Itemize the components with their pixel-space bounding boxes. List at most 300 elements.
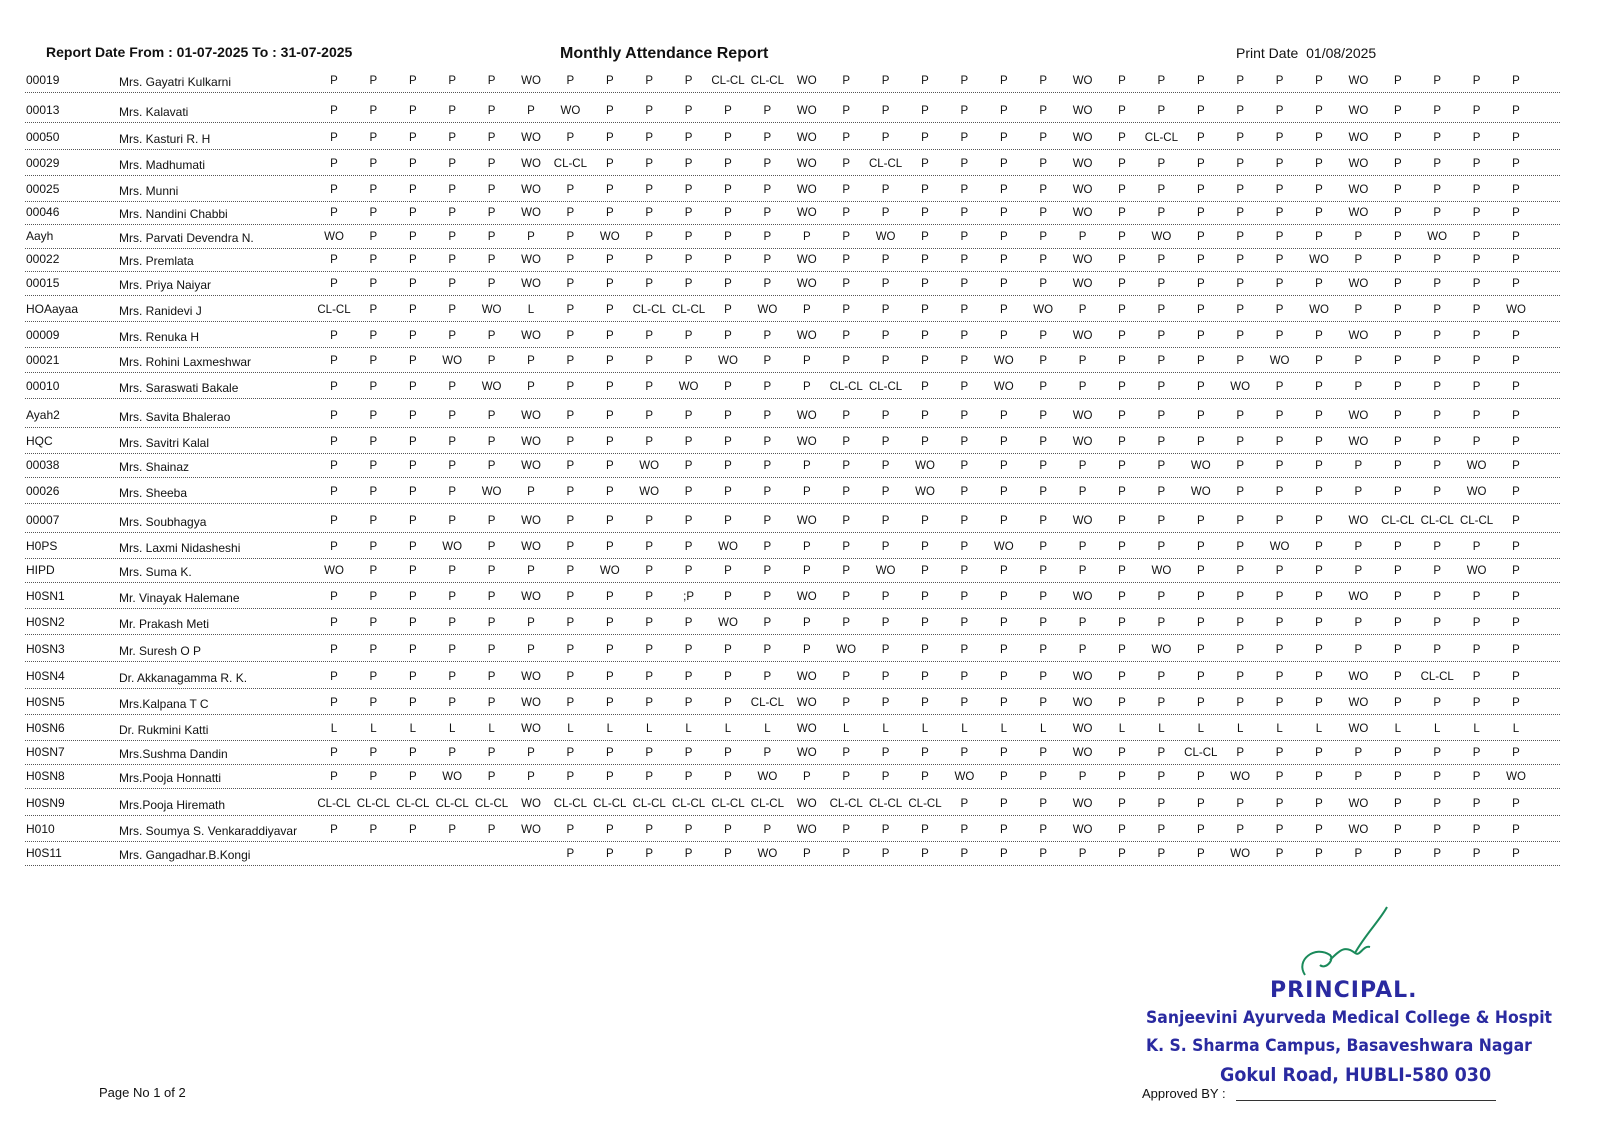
approved-by-label: Approved BY : xyxy=(1142,1086,1226,1101)
day-status: P xyxy=(487,824,496,836)
row-divider xyxy=(25,201,1560,202)
day-status: P xyxy=(1236,355,1245,367)
employee-name: Mrs. Soumya S. Venkaraddiyavar xyxy=(119,824,298,838)
day-status: P xyxy=(724,824,732,836)
day-status: WO xyxy=(521,697,541,709)
day-status: P xyxy=(645,591,654,603)
day-status: P xyxy=(448,591,457,603)
day-status: P xyxy=(1393,617,1402,629)
day-status: P xyxy=(408,355,417,367)
day-status: P xyxy=(1118,278,1126,290)
day-status: P xyxy=(1157,330,1166,342)
day-status: P xyxy=(408,515,417,527)
day-status: P xyxy=(960,410,969,422)
day-status: P xyxy=(605,771,614,783)
day-status: P xyxy=(527,771,535,783)
day-status: P xyxy=(1039,771,1048,783)
day-status: P xyxy=(1039,330,1048,342)
day-status: P xyxy=(1512,75,1520,87)
employee-name: Dr. Akkanagamma R. K. xyxy=(119,671,248,685)
day-status: P xyxy=(1196,254,1205,266)
day-status: P xyxy=(1118,591,1126,603)
day-status: P xyxy=(1433,436,1442,448)
day-status: P xyxy=(527,381,535,393)
day-status: P xyxy=(921,410,929,422)
employee-name: Mrs. Nandini Chabbi xyxy=(119,207,228,221)
day-status: P xyxy=(605,184,614,196)
day-status: WO xyxy=(521,824,541,836)
day-status: P xyxy=(408,436,417,448)
day-status: P xyxy=(1039,75,1048,87)
day-status: P xyxy=(448,231,457,243)
day-status: P xyxy=(1157,75,1166,87)
day-status: P xyxy=(369,410,378,422)
day-status: P xyxy=(1236,410,1245,422)
day-status: P xyxy=(684,486,693,498)
day-status: P xyxy=(566,515,575,527)
day-status: WO xyxy=(796,723,817,735)
day-status: P xyxy=(1157,798,1166,810)
day-status: P xyxy=(1039,460,1048,472)
day-status: WO xyxy=(521,436,541,448)
day-status: P xyxy=(763,591,772,603)
day-status: P xyxy=(1196,381,1205,393)
day-status: P xyxy=(1236,254,1245,266)
day-status: P xyxy=(842,207,851,219)
day-status: WO xyxy=(796,824,817,836)
day-status: P xyxy=(605,486,614,498)
day-status: P xyxy=(881,207,890,219)
employee-code: 00015 xyxy=(26,276,60,290)
day-status: P xyxy=(724,184,732,196)
day-status: P xyxy=(566,565,575,577)
day-status: P xyxy=(763,355,772,367)
employee-name: Mrs.Pooja Hiremath xyxy=(119,798,226,812)
day-status: P xyxy=(487,158,496,170)
employee-name: Mrs.Sushma Dandin xyxy=(119,747,228,761)
day-status: P xyxy=(1118,304,1126,316)
employee-name: Mrs. Kalavati xyxy=(119,105,189,119)
day-status: P xyxy=(1315,515,1323,527)
day-status: WO xyxy=(521,460,541,472)
day-status: WO xyxy=(796,410,817,422)
day-status: WO xyxy=(521,184,541,196)
day-status: P xyxy=(1512,158,1520,170)
employee-name: Mrs.Kalpana T C xyxy=(119,697,209,711)
day-status: CL-CL xyxy=(1459,515,1494,527)
day-status: P xyxy=(1157,671,1166,683)
employee-name: Mrs. Savita Bhalerao xyxy=(119,410,231,424)
row-divider xyxy=(25,634,1560,635)
day-status: P xyxy=(369,644,378,656)
day-status: P xyxy=(645,436,654,448)
day-status: P xyxy=(1472,671,1481,683)
day-status: WO xyxy=(1072,697,1093,709)
day-status: P xyxy=(1472,207,1481,219)
day-status: CL-CL xyxy=(356,798,390,810)
day-status: P xyxy=(1275,105,1284,117)
day-status: WO xyxy=(1033,304,1054,316)
day-status: WO xyxy=(718,355,738,367)
day-status: P xyxy=(842,541,851,553)
day-status: P xyxy=(999,158,1008,170)
row-divider xyxy=(25,271,1560,272)
day-status: P xyxy=(369,184,378,196)
day-status: P xyxy=(605,304,614,316)
day-status: P xyxy=(684,848,693,860)
day-status: L xyxy=(1197,723,1204,735)
day-status: P xyxy=(1039,848,1048,860)
day-status: P xyxy=(763,644,772,656)
day-status: P xyxy=(763,617,772,629)
day-status: P xyxy=(1512,644,1520,656)
day-status: P xyxy=(1433,697,1442,709)
day-status: P xyxy=(330,355,338,367)
day-status: P xyxy=(1275,644,1284,656)
day-status: P xyxy=(881,460,890,472)
day-status: P xyxy=(724,158,732,170)
day-status: P xyxy=(1433,644,1442,656)
day-status: P xyxy=(408,184,417,196)
day-status: P xyxy=(921,105,929,117)
row-divider xyxy=(25,841,1560,842)
day-status: P xyxy=(999,278,1008,290)
day-status: P xyxy=(999,410,1008,422)
day-status: L xyxy=(488,723,495,735)
day-status: WO xyxy=(796,747,817,759)
day-status: P xyxy=(605,671,614,683)
day-status: P xyxy=(1472,798,1481,810)
day-status: WO xyxy=(442,355,463,367)
day-status: P xyxy=(448,486,457,498)
day-status: P xyxy=(921,824,929,836)
day-status: L xyxy=(724,723,732,735)
day-status: P xyxy=(802,460,811,472)
day-status: P xyxy=(1196,105,1205,117)
day-status: P xyxy=(408,771,417,783)
day-status: P xyxy=(724,105,732,117)
day-status: WO xyxy=(1427,231,1448,243)
day-status: P xyxy=(566,436,575,448)
day-status: P xyxy=(1472,848,1481,860)
day-status: CL-CL xyxy=(868,158,903,170)
day-status: P xyxy=(1433,771,1442,783)
day-status: P xyxy=(1315,355,1323,367)
day-status: P xyxy=(1393,278,1402,290)
day-status: P xyxy=(763,747,772,759)
day-status: L xyxy=(370,723,377,735)
day-status: P xyxy=(1433,617,1442,629)
day-status: P xyxy=(1472,278,1481,290)
employee-name: Mrs. Soubhagya xyxy=(119,515,207,529)
day-status: P xyxy=(1315,278,1323,290)
day-status: P xyxy=(999,207,1008,219)
day-status: P xyxy=(1078,460,1087,472)
day-status: P xyxy=(921,381,929,393)
day-status: P xyxy=(684,278,693,290)
day-status: P xyxy=(1472,132,1481,144)
day-status: WO xyxy=(915,460,935,472)
day-status: P xyxy=(408,304,417,316)
day-status: P xyxy=(645,671,654,683)
day-status: WO xyxy=(1348,798,1369,810)
day-status: WO xyxy=(521,723,541,735)
day-status: P xyxy=(369,330,378,342)
day-status: P xyxy=(1275,184,1284,196)
day-status: P xyxy=(1472,158,1481,170)
day-status: P xyxy=(1196,644,1205,656)
day-status: WO xyxy=(1072,436,1093,448)
day-status: P xyxy=(645,105,654,117)
day-status: P xyxy=(802,231,811,243)
employee-name: Mrs. Shainaz xyxy=(119,460,190,474)
day-status: P xyxy=(999,565,1008,577)
day-status: CL-CL xyxy=(1184,747,1218,759)
day-status: P xyxy=(1512,460,1520,472)
day-status: P xyxy=(960,541,969,553)
day-status: P xyxy=(408,132,417,144)
day-status: P xyxy=(1472,541,1481,553)
day-status: P xyxy=(1275,381,1284,393)
day-status: P xyxy=(1512,591,1520,603)
day-status: P xyxy=(1433,565,1442,577)
day-status: P xyxy=(1078,617,1087,629)
day-status: P xyxy=(1472,436,1481,448)
day-status: P xyxy=(330,410,338,422)
day-status: P xyxy=(1196,515,1205,527)
day-status: P xyxy=(1433,132,1442,144)
day-status: P xyxy=(1275,515,1284,527)
day-status: P xyxy=(1354,747,1363,759)
row-divider xyxy=(25,149,1560,150)
day-status: WO xyxy=(915,486,935,498)
day-status: CL-CL xyxy=(1420,515,1454,527)
day-status: P xyxy=(1236,158,1245,170)
day-status: P xyxy=(724,231,732,243)
day-status: P xyxy=(1196,436,1205,448)
day-status: P xyxy=(921,132,929,144)
day-status: P xyxy=(1472,75,1481,87)
day-status: P xyxy=(1512,565,1520,577)
row-divider xyxy=(25,248,1560,249)
day-status: P xyxy=(487,697,496,709)
day-status: CL-CL xyxy=(868,381,903,393)
day-status: P xyxy=(330,436,338,448)
day-status: WO xyxy=(757,304,778,316)
day-status: P xyxy=(1078,231,1087,243)
day-status: P xyxy=(1157,848,1166,860)
day-status: WO xyxy=(796,158,817,170)
day-status: P xyxy=(1393,644,1402,656)
day-status: P xyxy=(881,848,890,860)
day-status: P xyxy=(960,617,969,629)
day-status: P xyxy=(881,617,890,629)
day-status: WO xyxy=(1072,132,1093,144)
day-status: P xyxy=(1393,460,1402,472)
day-status: WO xyxy=(796,105,817,117)
day-status: P xyxy=(448,75,457,87)
day-status: P xyxy=(921,355,929,367)
day-status: WO xyxy=(1190,486,1211,498)
day-status: P xyxy=(1472,381,1481,393)
day-status: CL-CL xyxy=(632,798,666,810)
day-status: P xyxy=(1275,486,1284,498)
day-status: P xyxy=(566,330,575,342)
day-status: P xyxy=(369,207,378,219)
day-status: P xyxy=(1118,231,1126,243)
day-status: P xyxy=(1118,436,1126,448)
day-status: P xyxy=(1393,436,1402,448)
day-status: P xyxy=(684,132,693,144)
day-status: P xyxy=(448,565,457,577)
day-status: WO xyxy=(796,591,817,603)
day-status: P xyxy=(1236,541,1245,553)
day-status: P xyxy=(1078,848,1087,860)
employee-code: 00046 xyxy=(26,205,60,219)
day-status: CL-CL xyxy=(750,75,784,87)
day-status: WO xyxy=(1348,330,1369,342)
day-status: WO xyxy=(481,304,502,316)
day-status: P xyxy=(1196,231,1205,243)
day-status: WO xyxy=(1309,304,1329,316)
day-status: P xyxy=(330,254,338,266)
day-status: WO xyxy=(521,132,541,144)
day-status: P xyxy=(802,565,811,577)
day-status: WO xyxy=(836,644,857,656)
day-status: P xyxy=(842,330,851,342)
day-status: CL-CL xyxy=(1381,515,1415,527)
day-status: P xyxy=(1118,697,1126,709)
day-status: CL-CL xyxy=(632,304,666,316)
employee-name: Mrs. Renuka H xyxy=(119,330,200,344)
day-status: P xyxy=(1472,254,1481,266)
day-status: P xyxy=(1196,304,1205,316)
day-status: P xyxy=(999,75,1008,87)
day-status: WO xyxy=(1506,771,1526,783)
day-status: P xyxy=(1118,254,1126,266)
day-status: P xyxy=(408,254,417,266)
day-status: WO xyxy=(1072,798,1093,810)
day-status: P xyxy=(645,644,654,656)
day-status: P xyxy=(369,824,378,836)
day-status: P xyxy=(566,771,575,783)
employee-name: Mrs. Madhumati xyxy=(119,158,206,172)
day-status: P xyxy=(1315,410,1323,422)
day-status: P xyxy=(527,644,535,656)
day-status: WO xyxy=(1151,231,1172,243)
day-status: WO xyxy=(1348,158,1369,170)
employee-name: Mrs. Priya Naiyar xyxy=(119,278,212,292)
day-status: WO xyxy=(1348,723,1369,735)
day-status: P xyxy=(1315,697,1323,709)
day-status: P xyxy=(921,278,929,290)
day-status: P xyxy=(921,75,929,87)
day-status: P xyxy=(1472,355,1481,367)
day-status: P xyxy=(1196,355,1205,367)
day-status: P xyxy=(1236,671,1245,683)
day-status: P xyxy=(369,591,378,603)
day-status: P xyxy=(1315,798,1323,810)
day-status: P xyxy=(1472,824,1481,836)
day-status: P xyxy=(842,355,851,367)
day-status: P xyxy=(1393,798,1402,810)
day-status: P xyxy=(999,231,1008,243)
day-status: WO xyxy=(521,410,541,422)
day-status: P xyxy=(645,541,654,553)
day-status: P xyxy=(1354,231,1363,243)
day-status: P xyxy=(1275,75,1284,87)
day-status: P xyxy=(1315,207,1323,219)
day-status: P xyxy=(684,747,693,759)
day-status: P xyxy=(1196,207,1205,219)
day-status: P xyxy=(881,436,890,448)
day-status: WO xyxy=(442,771,463,783)
day-status: P xyxy=(842,697,851,709)
day-status: P xyxy=(684,515,693,527)
day-status: P xyxy=(1393,486,1402,498)
day-status: P xyxy=(921,541,929,553)
day-status: P xyxy=(1039,486,1048,498)
day-status: WO xyxy=(1072,747,1093,759)
day-status: P xyxy=(605,355,614,367)
employee-code: HQC xyxy=(26,434,53,448)
day-status: P xyxy=(369,460,378,472)
day-status: P xyxy=(1039,231,1048,243)
day-status: P xyxy=(921,671,929,683)
day-status: P xyxy=(1512,330,1520,342)
row-divider xyxy=(25,661,1560,662)
day-status: P xyxy=(369,105,378,117)
day-status: P xyxy=(724,410,732,422)
day-status: P xyxy=(527,231,535,243)
day-status: P xyxy=(369,436,378,448)
day-status: P xyxy=(408,330,417,342)
day-status: P xyxy=(527,617,535,629)
day-status: P xyxy=(1236,486,1245,498)
day-status: P xyxy=(1157,771,1166,783)
day-status: P xyxy=(1393,184,1402,196)
day-status: CL-CL xyxy=(750,798,784,810)
day-status: WO xyxy=(1072,75,1093,87)
day-status: P xyxy=(645,278,654,290)
day-status: P xyxy=(684,644,693,656)
day-status: P xyxy=(1196,158,1205,170)
day-status: P xyxy=(330,330,338,342)
day-status: P xyxy=(1393,355,1402,367)
employee-name: Mrs. Saraswati Bakale xyxy=(119,381,239,395)
day-status: P xyxy=(605,747,614,759)
day-status: P xyxy=(960,486,969,498)
day-status: P xyxy=(1157,747,1166,759)
day-status: CL-CL xyxy=(829,798,863,810)
day-status: WO xyxy=(1348,515,1369,527)
day-status: WO xyxy=(796,697,817,709)
day-status: P xyxy=(1157,304,1166,316)
day-status: P xyxy=(1512,747,1520,759)
day-status: P xyxy=(566,304,575,316)
day-status: P xyxy=(566,460,575,472)
day-status: P xyxy=(645,565,654,577)
day-status: P xyxy=(645,132,654,144)
day-status: P xyxy=(1315,747,1323,759)
day-status: P xyxy=(960,848,969,860)
employee-name: Mrs. Savitri Kalal xyxy=(119,436,210,450)
day-status: P xyxy=(487,436,496,448)
day-status: P xyxy=(1118,824,1126,836)
day-status: L xyxy=(961,723,968,735)
day-status: P xyxy=(1196,798,1205,810)
day-status: P xyxy=(1039,824,1048,836)
